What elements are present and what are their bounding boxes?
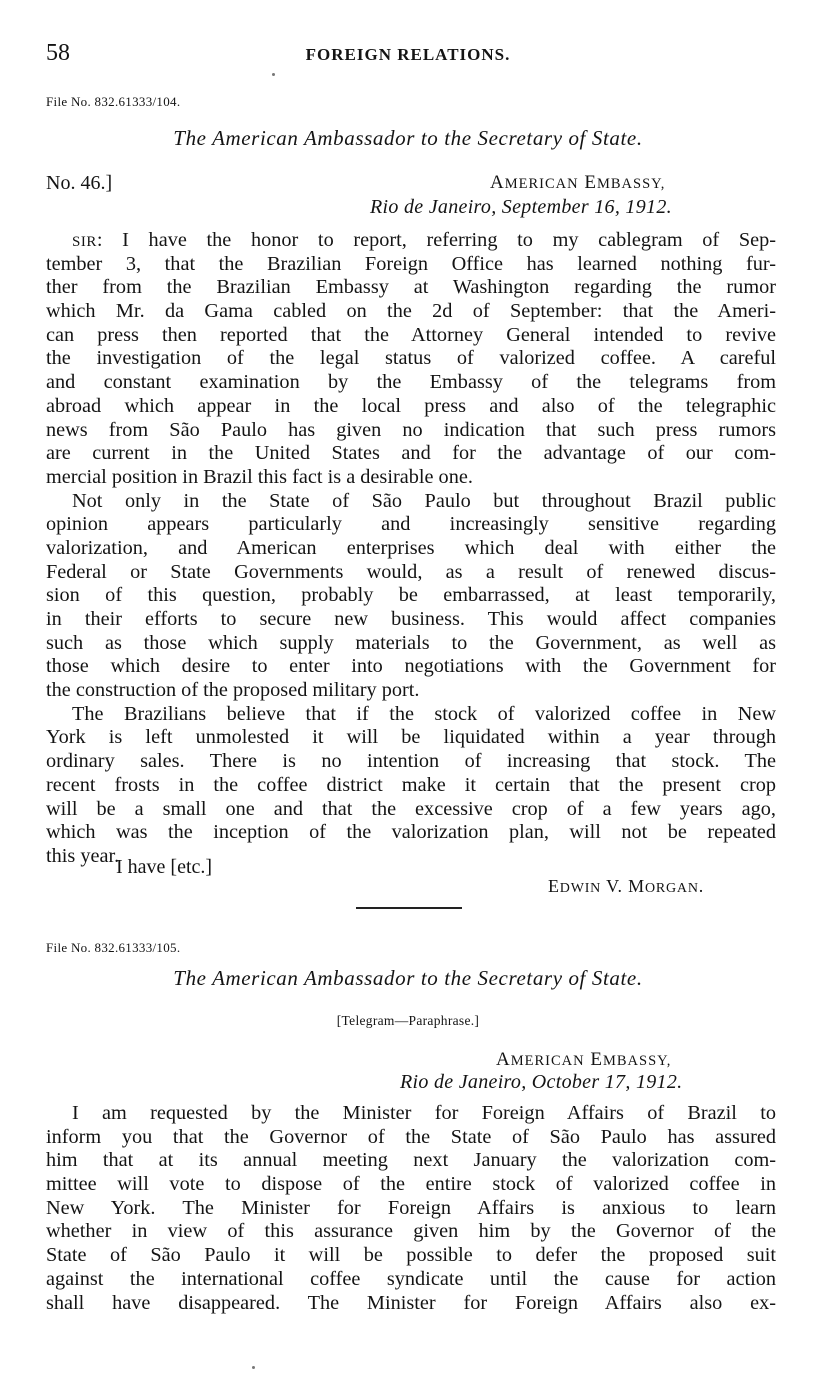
section-divider — [356, 907, 462, 909]
body-line: ther from the Brazilian Embassy at Washington regarding the rumor — [46, 276, 776, 299]
letter-title: The American Ambassador to the Secretary of State. — [173, 966, 643, 990]
letter-body — [46, 229, 776, 869]
print-speck — [272, 73, 275, 76]
running-head: FOREIGN RELATIONS. — [305, 45, 511, 64]
body-line: which Mr. da Gama cabled on the 2d of September: that the Ameri- — [46, 300, 776, 323]
body-line: will be a small one and that the excessive crop of a few years ago, — [46, 797, 776, 820]
file-number: File No. 832.61333/104. — [46, 94, 181, 109]
print-speck — [252, 1366, 255, 1369]
letter-title: The American Ambassador to the Secretary of State. — [173, 126, 643, 150]
body-line: sion of this question, probably be embarrassed, at least temporarily, — [46, 584, 776, 607]
body-line: inform you that the Governor of the State of São Paulo has assured — [46, 1125, 776, 1148]
body-line: opinion appears particularly and increasingly sensitive regarding — [46, 513, 776, 536]
body-line: him that at its annual meeting next January the valorization com- — [46, 1149, 776, 1172]
body-line: against the international coffee syndicate until the cause for action — [46, 1267, 776, 1290]
embassy-heading: AMERICAN EMBASSY, — [490, 172, 666, 193]
body-line: valorization, and American enterprises which deal with either the — [46, 536, 776, 559]
telegram-note: [Telegram—Paraphrase.] — [336, 1013, 480, 1028]
body-line: Not only in the State of São Paulo but throughout Brazil public — [72, 489, 776, 512]
closing: I have [etc.] — [116, 856, 213, 878]
body-line: New York. The Minister for Foreign Affairs is anxious to learn — [46, 1196, 776, 1219]
dateline: Rio de Janeiro, September 16, 1912. — [370, 196, 672, 218]
body-line: SIR: I have the honor to report, referring to my cablegram of Sep- — [72, 229, 776, 251]
body-line: mittee will vote to dispose of the entire stock of valorized coffee in — [46, 1173, 776, 1196]
body-line: whether in view of this assurance given him by the Governor of the — [46, 1220, 776, 1243]
file-number: File No. 832.61333/105. — [46, 940, 181, 955]
body-line: the investigation of the legal status of valorized coffee. A careful — [46, 347, 776, 370]
body-line: news from São Paulo has given no indication that such press rumors — [46, 418, 776, 441]
body-line: are current in the United States and for the advantage of our com- — [46, 442, 776, 465]
body-line: this year. — [46, 844, 120, 867]
signature: EDWIN V. MORGAN. — [548, 876, 705, 896]
body-line: which was the inception of the valorization plan, will not be repeated — [46, 821, 776, 844]
body-line: I am requested by the Minister for Foreign Affairs of Brazil to — [72, 1102, 776, 1124]
body-line: and constant examination by the Embassy of the telegrams from — [46, 371, 776, 394]
body-line: York is left unmolested it will be liquidated within a year through — [46, 726, 776, 749]
body-line: such as those which supply materials to the Government, as well as — [46, 631, 776, 654]
body-line: Federal or State Governments would, as a result of renewed discus- — [46, 560, 776, 583]
body-line: shall have disappeared. The Minister for Foreign Affairs also ex- — [46, 1291, 776, 1314]
body-line: tember 3, that the Brazilian Foreign Office has learned nothing fur- — [46, 252, 776, 275]
body-line: those which desire to enter into negotiations with the Government for — [46, 655, 776, 678]
body-line: the construction of the proposed military port. — [46, 679, 420, 702]
body-line: mercial position in Brazil this fact is a desirable one. — [46, 465, 473, 488]
page-number: 58 — [46, 40, 70, 66]
dispatch-number: No. 46.] — [46, 172, 113, 194]
body-line: recent frosts in the coffee district make it certain that the present crop — [46, 773, 776, 796]
telegram-body — [46, 1102, 776, 1315]
body-line: can press then reported that the Attorney General intended to revive — [46, 323, 776, 346]
embassy-heading: AMERICAN EMBASSY, — [496, 1049, 672, 1070]
body-line: State of São Paulo it will be possible to defer the proposed suit — [46, 1244, 776, 1267]
body-line: abroad which appear in the local press and also of the telegraphic — [46, 394, 776, 417]
body-line: in their efforts to secure new business. This would affect companies — [46, 608, 776, 630]
dateline: Rio de Janeiro, October 17, 1912. — [400, 1071, 683, 1093]
body-line: The Brazilians believe that if the stock of valorized coffee in New — [72, 702, 776, 725]
body-line: ordinary sales. There is no intention of increasing that stock. The — [46, 750, 776, 773]
